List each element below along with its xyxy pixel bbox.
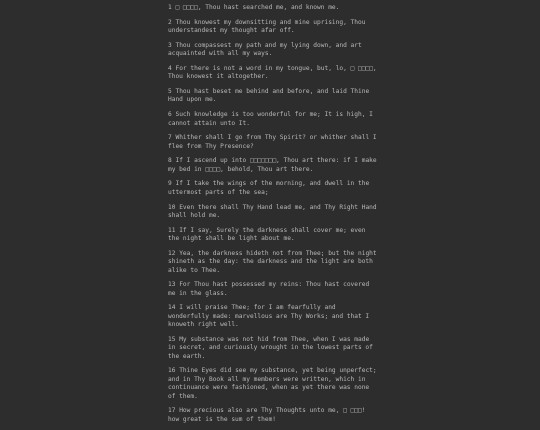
verse-16	[168, 367, 378, 401]
verse-6	[168, 111, 378, 128]
verse-text: Yea, the darkness hideth not from Thee; but the night shineth as the day: the darkness and the light are both alike to Thee.	[168, 249, 377, 274]
verse-8	[168, 157, 378, 174]
verse-text: □ □□□□, Thou hast searched me, and known me.	[175, 4, 340, 11]
verse-12	[168, 250, 378, 275]
verse-2	[168, 19, 378, 36]
verse-number: 16	[168, 367, 176, 375]
verse-text: Thou knowest my downsitting and mine uprising, Thou understandest my thought afar off.	[168, 18, 366, 35]
verse-9	[168, 180, 378, 197]
verse-number: 17	[168, 407, 176, 415]
verse-text: Thou compassest my path and my lying down, and art acquainted with all my ways.	[168, 41, 362, 58]
verse-text: For there is not a word in my tongue, but, lo, □ □□□□, Thou knowest it altogether.	[168, 64, 377, 81]
verse-17	[168, 407, 378, 424]
verse-number: 8	[168, 157, 172, 165]
verse-4	[168, 65, 378, 82]
verse-number: 5	[168, 88, 172, 96]
verse-number: 6	[168, 111, 172, 119]
verse-number: 11	[168, 226, 176, 234]
verse-7	[168, 134, 378, 151]
verse-number: 9	[168, 180, 172, 188]
verse-column	[168, 4, 378, 430]
verse-14	[168, 304, 378, 329]
verse-number: 15	[168, 335, 176, 343]
verse-10	[168, 204, 378, 221]
verse-3	[168, 42, 378, 59]
verse-number: 14	[168, 304, 176, 312]
verse-text: Even there shall Thy Hand lead me, and Thy Right Hand shall hold me.	[168, 203, 377, 219]
verse-number: 13	[168, 281, 176, 289]
verse-text: How precious also are Thy Thoughts unto me, □ □□□! how great is the sum of them!	[168, 407, 366, 423]
verse-text: I will praise Thee; for I am fearfully and wonderfully made: marvellous are Thy Works; and that I knoweth right well.	[168, 304, 370, 329]
verse-text: If I take the wings of the morning, and dwell in the uttermost parts of the sea;	[168, 180, 370, 196]
verse-13	[168, 281, 378, 298]
verse-text: My substance was not hid from Thee, when I was made in secret, and curiously wrought in the lowest parts of the earth.	[168, 335, 373, 360]
verse-text: Whither shall I go from Thy Spirit? or whither shall I flee from Thy Presence?	[168, 134, 377, 150]
verse-11	[168, 227, 378, 244]
verse-text: Thou hast beset me behind and before, and laid Thine Hand upon me.	[168, 88, 370, 104]
verse-number: 7	[168, 134, 172, 142]
verse-1	[168, 4, 378, 12]
verse-text: For Thou hast possessed my reins: Thou hast covered me in the glass.	[168, 281, 370, 297]
verse-number: 10	[168, 203, 176, 211]
verse-text: If I ascend up into □□□□□□□, Thou art there: if I make my bed in □□□□, behold, Thou art there.	[168, 157, 377, 173]
verse-number: 3	[168, 41, 172, 49]
verse-15	[168, 336, 378, 361]
verse-text: Such knowledge is too wonderful for me; It is high, I cannot attain unto It.	[168, 111, 373, 127]
verse-text: Thine Eyes did see my substance, yet being unperfect; and in Thy Book all my members were written, which in continuance were fashioned, when as yet there was none of them.	[168, 367, 377, 400]
verse-5	[168, 88, 378, 105]
verse-number: 4	[168, 64, 172, 72]
verse-number: 1	[168, 4, 172, 11]
verse-text: If I say, Surely the darkness shall cover me; even the night shall be light about me.	[168, 226, 366, 243]
verse-number: 2	[168, 18, 172, 26]
verse-number: 12	[168, 249, 176, 257]
